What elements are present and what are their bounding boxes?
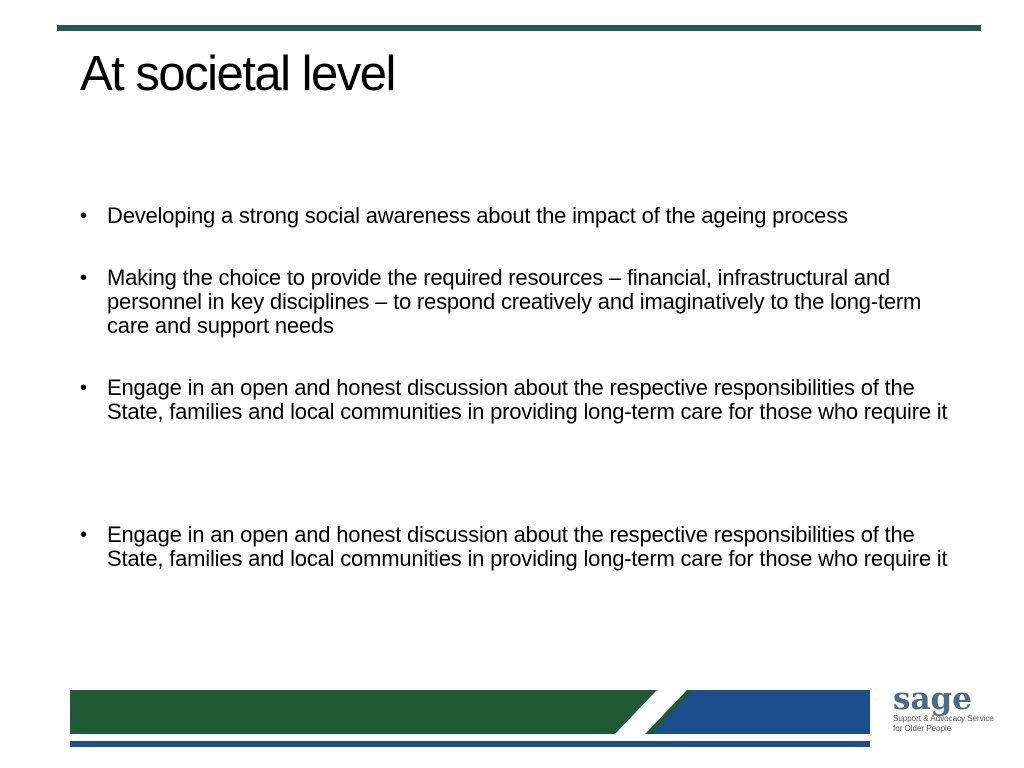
- bullet-dot-icon: •: [80, 205, 87, 227]
- bullet-text: Engage in an open and honest discussion about the respective responsibilities of the State, families and local communities in providing long-term care for those who require it: [107, 375, 948, 424]
- bullet-text: Making the choice to provide the required resources – financial, infrastructural and personnel in key disciplines – to respond creatively and imaginatively to the long-term care and support needs: [107, 265, 922, 338]
- slide-title: At societal level: [80, 47, 395, 101]
- bullet-dot-icon: •: [80, 377, 87, 399]
- bullet-dot-icon: •: [80, 267, 87, 289]
- bullet-item: [80, 266, 960, 338]
- logo-word: sage: [893, 681, 972, 717]
- bullet-dot-icon: •: [80, 524, 87, 546]
- bullet-item: [80, 204, 960, 228]
- top-rule: [57, 25, 981, 31]
- footer-underline: [70, 741, 870, 747]
- sage-logo: [893, 681, 1003, 744]
- bullet-list: [80, 204, 960, 571]
- bullet-item: [80, 376, 960, 424]
- bullet-item: [80, 523, 960, 571]
- bullet-text: Engage in an open and honest discussion about the respective responsibilities of the State, families and local communities in providing long-term care for those who require it: [107, 522, 948, 571]
- logo-tagline-line1: Support & Advocacy Service: [893, 714, 994, 723]
- footer-band: [70, 690, 870, 734]
- logo-tagline-line2: for Older People: [893, 724, 952, 733]
- bullet-text: Developing a strong social awareness about the impact of the ageing process: [107, 203, 848, 228]
